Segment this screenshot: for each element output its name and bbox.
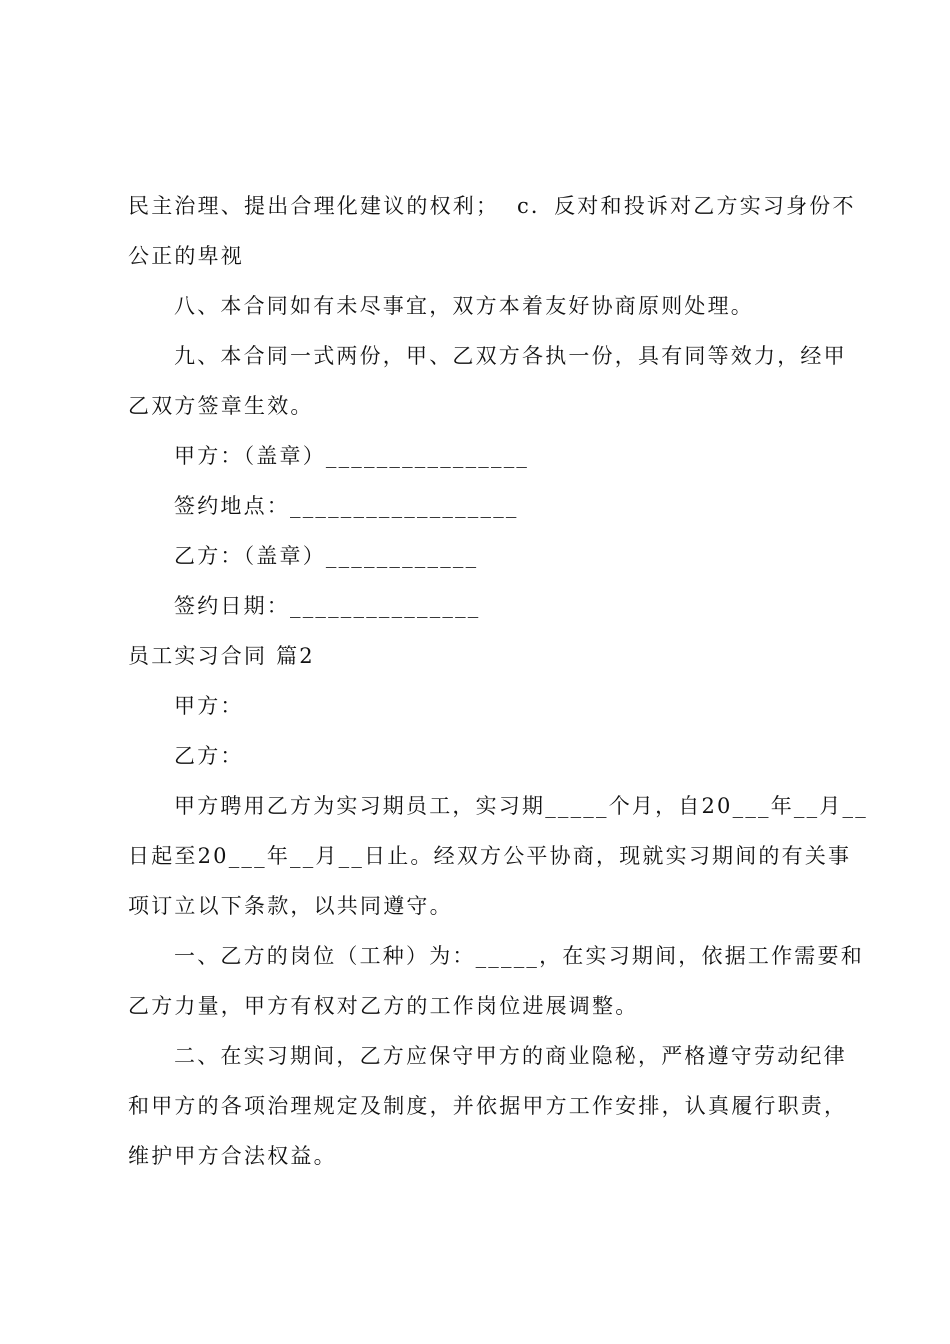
section-heading: 员工实习合同 篇2 (128, 644, 315, 668)
party-a-label: 甲方： (174, 694, 244, 718)
clause-eight: 八、本合同如有未尽事宜，双方本着友好协商原则处理。 (174, 294, 754, 318)
signing-date-line: 签约日期：_______________ (174, 594, 481, 618)
paragraph-line: 日起至20___年__月__日止。经双方公平协商，现就实习期间的有关事 (128, 844, 852, 868)
party-b-label: 乙方： (174, 744, 244, 768)
clause-one: 一、乙方的岗位（工种）为：_____，在实习期间，依据工作需要和 (174, 944, 864, 968)
paragraph-line: 公正的卑视 (128, 244, 244, 268)
party-a-seal-line: 甲方：（盖章）________________ (174, 444, 530, 468)
paragraph-line: 乙方力量，甲方有权对乙方的工作岗位进展调整。 (128, 994, 639, 1018)
paragraph-line: 民主治理、提出合理化建议的权利； c．反对和投诉对乙方实习身份不 (128, 194, 856, 218)
paragraph-line: 项订立以下条款，以共同遵守。 (128, 894, 453, 918)
intro-paragraph: 甲方聘用乙方为实习期员工，实习期_____个月，自20___年__月__ (174, 794, 868, 818)
signing-place-line: 签约地点：__________________ (174, 494, 519, 518)
paragraph-line: 维护甲方合法权益。 (128, 1144, 337, 1168)
clause-two: 二、在实习期间，乙方应保守甲方的商业隐秘，严格遵守劳动纪律 (174, 1044, 847, 1068)
party-b-seal-line: 乙方：（盖章）____________ (174, 544, 479, 568)
clause-nine: 九、本合同一式两份，甲、乙双方各执一份，具有同等效力，经甲 (174, 344, 847, 368)
paragraph-line: 乙双方签章生效。 (128, 394, 314, 418)
paragraph-line: 和甲方的各项治理规定及制度，并依据甲方工作安排，认真履行职责， (128, 1094, 848, 1118)
